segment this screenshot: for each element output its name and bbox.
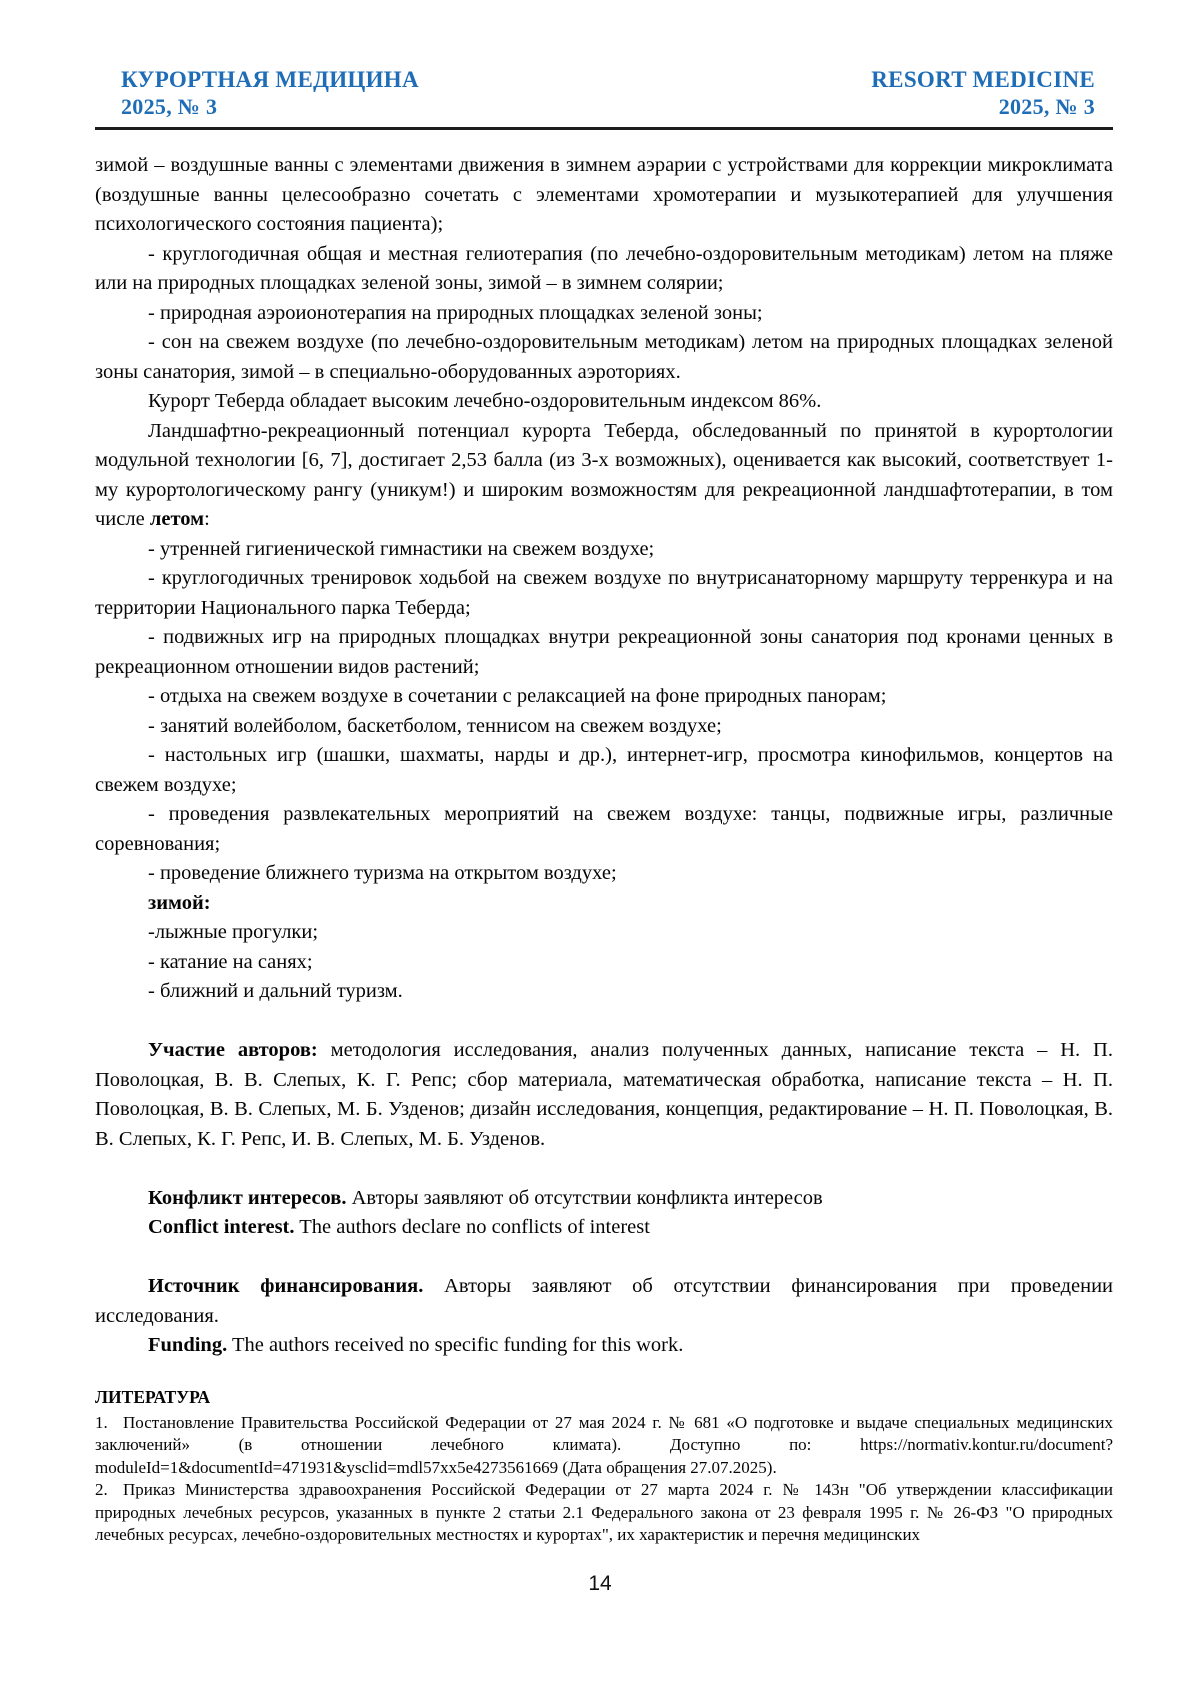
paragraph xyxy=(95,800,1113,859)
text-run: - круглогодичных тренировок ходьбой на свежем воздухе по внутрисанаторному маршруту терренкура и на территории Национального парка Теберда; xyxy=(95,567,1113,619)
paragraph-spacer xyxy=(95,1243,1113,1273)
paragraph xyxy=(95,948,1113,978)
references-list xyxy=(95,1412,1113,1547)
page-number: 14 xyxy=(588,1572,612,1595)
journal-issue-en: 2025, № 3 xyxy=(998,94,1095,119)
text-run: Ландшафтно-рекреационный потенциал курорта Теберда, обследованный по принятой в курортологии модульной технологии [6, 7], достигает 2,53 балла (из 3-х возможных), оценивается как высокий, соответствует 1-му курортологическому рангу (уникум!) и широким возможностям для рекреационной ландшафтотерапии, в том числе xyxy=(95,419,1113,530)
journal-issue-ru: 2025, № 3 xyxy=(121,94,218,119)
text-run: - проведения развлекательных мероприятий на свежем воздухе: танцы, подвижные игры, различные соревнования; xyxy=(95,803,1113,855)
paragraph xyxy=(95,1331,1113,1361)
text-run: Курорт Теберда обладает высоким лечебно-оздоровительным индексом 86%. xyxy=(148,390,822,412)
text-run: - подвижных игр на природных площадках внутри рекреационной зоны санатория под кронами ценных в рекреационном отношении видов растений; xyxy=(95,626,1113,678)
text-run: : xyxy=(204,508,210,530)
journal-title-ru: КУРОРТНАЯ МЕДИЦИНА xyxy=(121,67,419,92)
paragraph-spacer xyxy=(95,1007,1113,1037)
reference-number: 1. xyxy=(95,1412,108,1432)
paragraph xyxy=(95,328,1113,387)
text-run: - проведение ближнего туризма на открытом воздухе; xyxy=(148,862,617,884)
bold-text: зимой: xyxy=(148,891,211,914)
paragraph-spacer xyxy=(95,1154,1113,1184)
bold-text: Источник финансирования. xyxy=(148,1275,424,1297)
text-run: - катание на санях; xyxy=(148,950,313,973)
bold-text: Участие авторов: xyxy=(148,1039,318,1061)
text-run: зимой – воздушные ванны с элементами движения в зимнем аэрарии с устройствами для коррекции микроклимата (воздушные ванны целесообразно сочетать с элементами хромотерапии и музыкотерапией для улучшения психологического состояния пациента); xyxy=(95,154,1113,235)
reference-item xyxy=(95,1479,1113,1547)
paragraph xyxy=(95,151,1113,240)
journal-header xyxy=(95,66,1113,130)
paragraph xyxy=(95,859,1113,889)
text-run: Авторы заявляют об отсутствии финансирования при проведении исследования. xyxy=(95,1275,1114,1327)
reference-text: Приказ Министерства здравоохранения Российской Федерации от 27 марта 2024 г. № 143н "Об утверждении классификации природных лечебных ресурсов, указанных в пункте 2 статьи 2.1 Федерального закона от 23 февраля 1995 г. № 26-ФЗ "О природных лечебных ресурсах, лечебно-оздоровительных местностях и курортах", их характеристик и перечня медицинских xyxy=(95,1480,1113,1544)
text-run: - утренней гигиенической гимнастики на свежем воздухе; xyxy=(148,537,655,560)
references-section xyxy=(95,1385,1113,1547)
paragraph xyxy=(95,977,1113,1007)
bold-text: Funding. xyxy=(148,1334,228,1356)
references-heading: ЛИТЕРАТУРА xyxy=(95,1386,211,1407)
paragraph xyxy=(95,299,1113,329)
text-run: методология исследования, анализ полученных данных, написание текста – Н. П. Поволоцкая, В. В. Слепых, К. Г. Репс; сбор материала, математическая обработка, написание текста – Н. П. Поволоцкая, В. В. Слепых, М. Б. Узденов; дизайн исследования, концепция, редактирование – Н. П. Поволоцкая, В. В. Слепых, К. Г. Репс, И. В. Слепых, М. Б. Узденов. xyxy=(95,1039,1113,1150)
text-run: -лыжные прогулки; xyxy=(148,921,319,943)
paragraph xyxy=(95,417,1113,535)
reference-number: 2. xyxy=(95,1480,108,1499)
paragraph xyxy=(95,1272,1113,1331)
paragraph xyxy=(95,623,1113,682)
bold-text: летом xyxy=(149,508,205,530)
article-body xyxy=(95,151,1113,1361)
bold-text: Conflict interest. xyxy=(148,1216,295,1238)
text-run: - отдыха на свежем воздухе в сочетании с релаксацией на фоне природных панорам; xyxy=(148,685,887,707)
journal-header-left xyxy=(121,66,419,120)
text-run: - настольных игр (шашки, шахматы, нарды и др.), интернет-игр, просмотра кинофильмов, концертов на свежем воздухе; xyxy=(95,744,1113,796)
paragraph xyxy=(95,682,1113,712)
paragraph xyxy=(95,535,1113,565)
paragraph xyxy=(95,1184,1113,1214)
paragraph xyxy=(95,387,1113,417)
paragraph xyxy=(95,1036,1113,1154)
text-run: The authors declare no conflicts of interest xyxy=(294,1216,650,1238)
paragraph xyxy=(95,564,1113,623)
paragraph xyxy=(95,741,1113,800)
text-run: - занятий волейболом, баскетболом, теннисом на свежем воздухе; xyxy=(148,714,722,737)
reference-text: Постановление Правительства Российской Федерации от 27 мая 2024 г. № 681 «О подготовке и выдаче специальных медицинских заключений» (в отношении лечебного климата). Доступно по: https://normativ.kontur.ru/document?moduleId=1&documentId=471931&ysclid=mdl57xx5e4273561669 (Дата обращения 27.07.2025). xyxy=(95,1412,1113,1477)
paragraph xyxy=(95,918,1113,948)
paragraph xyxy=(95,889,1113,919)
paragraph xyxy=(95,240,1113,299)
paragraph xyxy=(95,712,1113,742)
text-run: The authors received no specific funding for this work. xyxy=(227,1334,684,1356)
reference-item xyxy=(95,1412,1113,1480)
bold-text: Конфликт интересов. xyxy=(148,1186,347,1209)
text-run: - круглогодичная общая и местная гелиотерапия (по лечебно-оздоровительным методикам) летом на пляже или на природных площадках зеленой зоны, зимой – в зимнем солярии; xyxy=(95,242,1113,294)
text-run: - ближний и дальний туризм. xyxy=(148,980,403,1002)
journal-title-en: RESORT MEDICINE xyxy=(871,67,1095,92)
text-run: - природная аэроионотерапия на природных площадках зеленой зоны; xyxy=(148,301,763,324)
text-run: Авторы заявляют об отсутствии конфликта интересов xyxy=(346,1186,823,1209)
journal-header-right xyxy=(871,66,1095,120)
paragraph xyxy=(95,1213,1113,1243)
text-run: - сон на свежем воздухе (по лечебно-оздоровительным методикам) летом на природных площадках зеленой зоны санатория, зимой – в специально-оборудованных аэроториях. xyxy=(95,331,1113,383)
